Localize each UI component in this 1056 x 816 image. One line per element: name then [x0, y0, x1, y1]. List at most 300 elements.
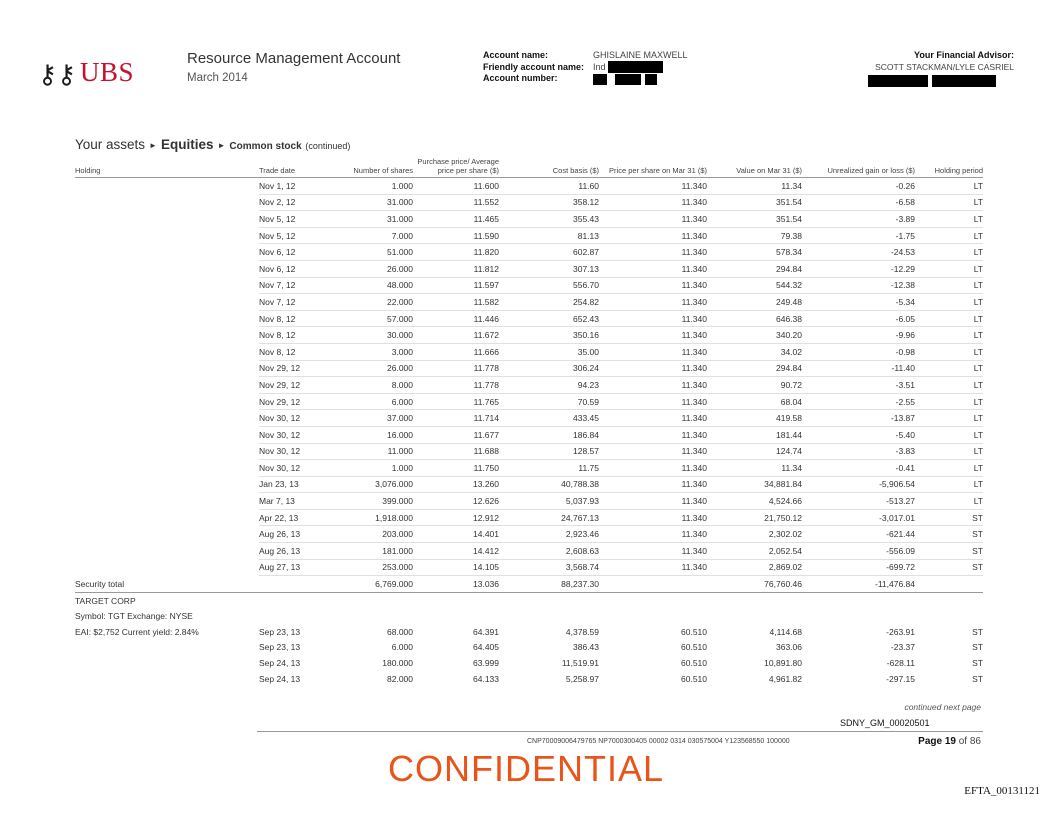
table-cell [331, 608, 413, 624]
financial-advisor-label: Your Financial Advisor: [913, 50, 1014, 60]
account-number-label: Account number: [483, 73, 558, 83]
table-cell: 10,891.80 [764, 658, 802, 669]
table-cell [915, 592, 983, 608]
table-cell: 186.84 [499, 426, 599, 443]
table-cell: 11.590 [413, 227, 499, 244]
table-cell: 351.54 [707, 211, 802, 228]
table-cell: -3.89 [802, 211, 915, 228]
table-cell [331, 592, 413, 608]
table-cell: 81.13 [499, 227, 599, 244]
table-row [75, 493, 983, 510]
table-cell: 249.48 [707, 294, 802, 311]
table-cell: Jan 23, 13 [259, 476, 331, 493]
table-cell [75, 244, 259, 261]
table-cell: LT [915, 310, 983, 327]
table-cell [75, 227, 259, 244]
table-row [75, 194, 983, 211]
table-cell: 5,037.93 [499, 493, 599, 510]
breadcrumb-continued-note: (continued) [305, 141, 351, 151]
table-cell: Sep 24, 13 [259, 673, 301, 684]
table-row [75, 460, 983, 477]
table-cell: 11.666 [413, 343, 499, 360]
table-cell [915, 608, 983, 624]
account-type-title: Resource Management Account [187, 50, 401, 67]
table-cell [707, 592, 802, 608]
table-cell: 4,114.68 [769, 626, 802, 637]
table-row [75, 260, 983, 277]
breadcrumb-common-stock: Common stock [229, 141, 302, 152]
table-cell: 11.60 [499, 178, 599, 195]
ubs-keys-icon: ⚷⚷ [38, 59, 77, 89]
table-row [75, 277, 983, 294]
table-cell: 294.84 [707, 260, 802, 277]
table-cell [599, 608, 707, 624]
table-cell: 3.000 [331, 343, 413, 360]
table-cell [75, 410, 259, 427]
table-cell: 26.000 [331, 360, 413, 377]
table-cell: 128.57 [499, 443, 599, 460]
table-row [75, 410, 983, 427]
table-cell: 82.000 [387, 673, 413, 684]
table-cell: LT [915, 493, 983, 510]
table-cell [75, 543, 259, 560]
friendly-name-label: Friendly account name: [483, 61, 585, 72]
table-cell [259, 576, 331, 593]
security-total-row [75, 576, 983, 593]
table-cell: -5.40 [802, 426, 915, 443]
account-name-label: Account name: [483, 50, 549, 60]
table-cell: 1.000 [331, 178, 413, 195]
continued-note: continued next page [904, 702, 981, 712]
table-cell: 6.000 [331, 393, 413, 410]
table-cell: 11.340 [599, 244, 707, 261]
table-cell: Nov 8, 12 [259, 343, 331, 360]
table-cell: 14.401 [413, 526, 499, 543]
table-cell: 181.000 [331, 543, 413, 560]
table-cell: 11.812 [413, 260, 499, 277]
table-cell: 11.340 [599, 509, 707, 526]
page-label: Page [918, 736, 943, 747]
table-cell: LT [915, 294, 983, 311]
table-cell: 76,760.46 [707, 576, 802, 593]
table-cell: 79.38 [707, 227, 802, 244]
table-cell: 14.105 [413, 559, 499, 576]
table-cell: 253.000 [331, 559, 413, 576]
table-cell [75, 443, 259, 460]
table-cell: 60.510 [681, 673, 707, 684]
holdings-table [75, 158, 983, 686]
account-name-value: GHISLAINE MAXWELL [593, 50, 688, 60]
table-cell: 11.340 [599, 360, 707, 377]
table-cell: 11.340 [599, 476, 707, 493]
table-cell: 11.340 [599, 377, 707, 394]
table-row [75, 509, 983, 526]
table-cell: LT [915, 260, 983, 277]
table-cell: -6.58 [802, 194, 915, 211]
efta-id: EFTA_00131121 [964, 785, 1040, 797]
table-cell: Nov 6, 12 [259, 260, 331, 277]
table-cell: 544.32 [707, 277, 802, 294]
table-cell: 294.84 [707, 360, 802, 377]
redaction-bar [868, 75, 928, 87]
table-cell [413, 592, 499, 608]
table-cell: 64.133 [473, 673, 499, 684]
table-cell: -9.96 [802, 327, 915, 344]
column-header: Purchase price/ Average price per share ($) [413, 158, 499, 178]
friendly-name-value: Ind [593, 61, 606, 72]
table-cell: 11.765 [413, 393, 499, 410]
table-cell [75, 310, 259, 327]
table-cell: 11.597 [413, 277, 499, 294]
table-cell: 11.340 [599, 460, 707, 477]
table-row [75, 559, 983, 576]
table-cell: 35.00 [499, 343, 599, 360]
table-cell [802, 608, 915, 624]
table-cell: 1,918.000 [331, 509, 413, 526]
table-cell [75, 343, 259, 360]
table-cell: 34,881.84 [707, 476, 802, 493]
table-cell [75, 509, 259, 526]
table-cell: 11.677 [413, 426, 499, 443]
table-cell: 351.54 [707, 194, 802, 211]
table-cell: 2,923.46 [499, 526, 599, 543]
table-cell [75, 294, 259, 311]
table-cell: Nov 29, 12 [259, 360, 331, 377]
table-cell: LT [915, 227, 983, 244]
table-cell [75, 260, 259, 277]
table-cell [75, 327, 259, 344]
table-cell: 124.74 [707, 443, 802, 460]
table-cell: 358.12 [499, 194, 599, 211]
redaction-bar [645, 74, 657, 85]
page-number [918, 736, 981, 747]
table-cell: 31.000 [331, 194, 413, 211]
table-cell: Nov 29, 12 [259, 393, 331, 410]
table-cell: 60.510 [681, 658, 707, 669]
table-cell: 11.778 [413, 377, 499, 394]
table-cell: 40,788.38 [499, 476, 599, 493]
table-row [75, 640, 983, 656]
table-cell: LT [915, 178, 983, 195]
table-cell [599, 592, 707, 608]
table-cell: 12.626 [413, 493, 499, 510]
table-cell: 433.45 [499, 410, 599, 427]
table-cell: 21,750.12 [707, 509, 802, 526]
table-cell: -621.44 [802, 526, 915, 543]
table-cell: 340.20 [707, 327, 802, 344]
table-cell: 11.672 [413, 327, 499, 344]
ubs-logo [38, 55, 158, 91]
table-cell: 11.582 [413, 294, 499, 311]
table-cell: 3,568.74 [499, 559, 599, 576]
table-cell: 2,302.02 [707, 526, 802, 543]
table-cell: 307.13 [499, 260, 599, 277]
table-cell [259, 608, 331, 624]
table-cell: Symbol: TGT Exchange: NYSE [75, 611, 193, 622]
table-row [75, 377, 983, 394]
table-cell: -513.27 [802, 493, 915, 510]
table-cell: 26.000 [331, 260, 413, 277]
table-cell: LT [915, 360, 983, 377]
table-header-row [75, 158, 983, 178]
table-cell: 11.340 [599, 277, 707, 294]
table-cell: 37.000 [331, 410, 413, 427]
table-cell: 180.000 [382, 658, 413, 669]
table-cell: -297.15 [886, 673, 915, 684]
table-cell: LT [915, 377, 983, 394]
table-row [75, 327, 983, 344]
table-cell: LT [915, 410, 983, 427]
table-cell: Sep 23, 13 [259, 642, 301, 653]
table-cell: ST [972, 673, 983, 684]
table-cell: Nov 5, 12 [259, 211, 331, 228]
table-cell: 11.778 [413, 360, 499, 377]
table-cell [75, 426, 259, 443]
table-cell: 363.06 [776, 642, 802, 653]
table-cell: LT [915, 343, 983, 360]
page-current: 19 [944, 736, 956, 747]
table-cell: LT [915, 244, 983, 261]
table-cell: ST [915, 526, 983, 543]
table-cell: 2,608.63 [499, 543, 599, 560]
table-cell: 11,519.91 [561, 658, 599, 669]
table-cell: Nov 30, 12 [259, 460, 331, 477]
table-cell: 602.87 [499, 244, 599, 261]
table-cell: -6.05 [802, 310, 915, 327]
table-cell [75, 393, 259, 410]
table-cell [75, 655, 259, 671]
table-cell: Nov 8, 12 [259, 327, 331, 344]
table-cell: 11.340 [599, 443, 707, 460]
table-cell: -263.91 [886, 626, 915, 637]
table-row [75, 310, 983, 327]
table-cell: 24,767.13 [499, 509, 599, 526]
confidential-stamp: CONFIDENTIAL [388, 748, 665, 789]
table-cell: 6,769.000 [331, 576, 413, 593]
column-header: Holding [75, 158, 259, 178]
table-cell [75, 194, 259, 211]
table-cell: 11.750 [413, 460, 499, 477]
table-cell: 16.000 [331, 426, 413, 443]
table-cell: 8.000 [331, 377, 413, 394]
chevron-right-icon: ► [217, 141, 226, 150]
table-cell: -628.11 [886, 658, 915, 669]
table-cell: -12.38 [802, 277, 915, 294]
table-cell: 11.75 [499, 460, 599, 477]
table-cell: 2,869.02 [707, 559, 802, 576]
table-cell: -11,476.84 [802, 576, 915, 593]
table-cell [413, 608, 499, 624]
table-cell: 30.000 [331, 327, 413, 344]
table-cell [499, 608, 599, 624]
table-cell: Nov 7, 12 [259, 277, 331, 294]
redaction-bar [932, 75, 996, 87]
table-row [75, 543, 983, 560]
table-cell: 355.43 [499, 211, 599, 228]
table-cell: 57.000 [331, 310, 413, 327]
table-cell: 94.23 [499, 377, 599, 394]
table-cell: ST [972, 658, 983, 669]
table-cell: 1.000 [331, 460, 413, 477]
table-row [75, 393, 983, 410]
document-code: CNP70009006479765 NP7000300405 00002 0314 030575004 Y123568550 100000 [527, 738, 790, 745]
table-cell: Apr 22, 13 [259, 509, 331, 526]
table-cell: 11.340 [599, 294, 707, 311]
table-cell: 306.24 [499, 360, 599, 377]
column-header: Trade date [259, 158, 331, 178]
table-cell: 48.000 [331, 277, 413, 294]
table-cell: 350.16 [499, 327, 599, 344]
table-row [75, 360, 983, 377]
table-cell [75, 377, 259, 394]
table-row [75, 624, 983, 640]
table-cell: Sep 23, 13 [259, 626, 301, 637]
table-cell: Mar 7, 13 [259, 493, 331, 510]
table-cell [75, 360, 259, 377]
table-cell: 11.446 [413, 310, 499, 327]
column-header: Holding period [915, 158, 983, 178]
table-cell: Nov 2, 12 [259, 194, 331, 211]
table-row [75, 426, 983, 443]
table-cell: 88,237.30 [499, 576, 599, 593]
table-cell: Security total [75, 576, 259, 593]
table-row [75, 294, 983, 311]
table-cell: 11.340 [599, 543, 707, 560]
table-cell: 11.340 [599, 327, 707, 344]
table-cell: 68.000 [387, 626, 413, 637]
breadcrumb-equities: Equities [160, 137, 214, 152]
table-cell: Nov 6, 12 [259, 244, 331, 261]
column-header: Value on Mar 31 ($) [707, 158, 802, 178]
table-cell: 11.340 [599, 227, 707, 244]
chevron-right-icon: ► [149, 141, 157, 150]
table-cell: 63.999 [473, 658, 499, 669]
table-cell: -11.40 [802, 360, 915, 377]
table-cell: -3,017.01 [802, 509, 915, 526]
table-cell: Aug 26, 13 [259, 543, 331, 560]
table-row [75, 476, 983, 493]
table-cell: 556.70 [499, 277, 599, 294]
table-cell: -2.55 [802, 393, 915, 410]
table-cell: Nov 30, 12 [259, 410, 331, 427]
redaction-bar [615, 74, 641, 85]
table-cell: 14.412 [413, 543, 499, 560]
table-cell: -1.75 [802, 227, 915, 244]
table-cell: 34.02 [707, 343, 802, 360]
table-cell: 64.391 [473, 626, 499, 637]
table-cell: -556.09 [802, 543, 915, 560]
table-cell: -5.34 [802, 294, 915, 311]
table-cell: LT [915, 443, 983, 460]
table-cell: Nov 7, 12 [259, 294, 331, 311]
table-cell: 578.34 [707, 244, 802, 261]
table-cell: 6.000 [391, 642, 413, 653]
table-cell: 4,961.82 [768, 673, 802, 684]
breadcrumb-assets: Your assets [75, 137, 146, 152]
table-cell: 11.340 [599, 426, 707, 443]
table-cell: 11.000 [331, 443, 413, 460]
table-cell: 11.340 [599, 493, 707, 510]
table-cell: Aug 27, 13 [259, 559, 331, 576]
table-cell: Nov 8, 12 [259, 310, 331, 327]
table-cell: 11.552 [413, 194, 499, 211]
table-cell [915, 576, 983, 593]
table-row [75, 526, 983, 543]
table-cell: -12.29 [802, 260, 915, 277]
table-cell: 11.34 [707, 178, 802, 195]
table-cell: 11.820 [413, 244, 499, 261]
table-cell: -0.41 [802, 460, 915, 477]
redaction-bar [608, 61, 663, 73]
table-cell: 64.405 [473, 642, 499, 653]
table-cell: 11.465 [413, 211, 499, 228]
table-cell: -3.83 [802, 443, 915, 460]
table-cell: 646.38 [707, 310, 802, 327]
table-cell: 11.340 [599, 194, 707, 211]
table-cell: 419.58 [707, 410, 802, 427]
table-cell: Nov 1, 12 [259, 178, 331, 195]
table-cell: -5,906.54 [802, 476, 915, 493]
table-cell: 11.34 [707, 460, 802, 477]
table-cell [599, 576, 707, 593]
column-header: Number of shares [331, 158, 413, 178]
table-cell: 68.04 [707, 393, 802, 410]
section-breadcrumb [75, 137, 350, 152]
table-cell: 11.600 [413, 178, 499, 195]
table-cell: LT [915, 426, 983, 443]
ubs-logo-text: UBS [80, 57, 135, 87]
table-cell: 11.340 [599, 393, 707, 410]
table-cell: 11.340 [599, 559, 707, 576]
table-cell [707, 608, 802, 624]
table-cell: LT [915, 211, 983, 228]
table-row [75, 655, 983, 671]
table-cell: 203.000 [331, 526, 413, 543]
table-cell: -3.51 [802, 377, 915, 394]
table-cell: 11.340 [599, 310, 707, 327]
table-cell [499, 592, 599, 608]
table-cell: LT [915, 393, 983, 410]
table-cell: -0.26 [802, 178, 915, 195]
table-cell [259, 592, 331, 608]
table-cell: 399.000 [331, 493, 413, 510]
column-header: Price per share on Mar 31 ($) [599, 158, 707, 178]
table-row [75, 211, 983, 228]
table-cell: Aug 26, 13 [259, 526, 331, 543]
table-cell: ST [915, 559, 983, 576]
table-cell [75, 559, 259, 576]
table-cell: ST [915, 543, 983, 560]
table-row [75, 343, 983, 360]
table-cell: LT [915, 476, 983, 493]
table-cell: 4,378.59 [565, 626, 599, 637]
table-row [75, 178, 983, 195]
table-row [75, 244, 983, 261]
table-cell: 90.72 [707, 377, 802, 394]
table-cell: 3,076.000 [331, 476, 413, 493]
table-cell: -24.53 [802, 244, 915, 261]
table-cell: 652.43 [499, 310, 599, 327]
table-cell: 254.82 [499, 294, 599, 311]
table-cell: -13.87 [802, 410, 915, 427]
table-cell: 2,052.54 [707, 543, 802, 560]
table-cell: 60.510 [681, 626, 707, 637]
table-cell: 11.340 [599, 526, 707, 543]
table-cell: 11.340 [599, 211, 707, 228]
table-cell: 51.000 [331, 244, 413, 261]
table-cell: -0.98 [802, 343, 915, 360]
column-header: Cost basis ($) [499, 158, 599, 178]
